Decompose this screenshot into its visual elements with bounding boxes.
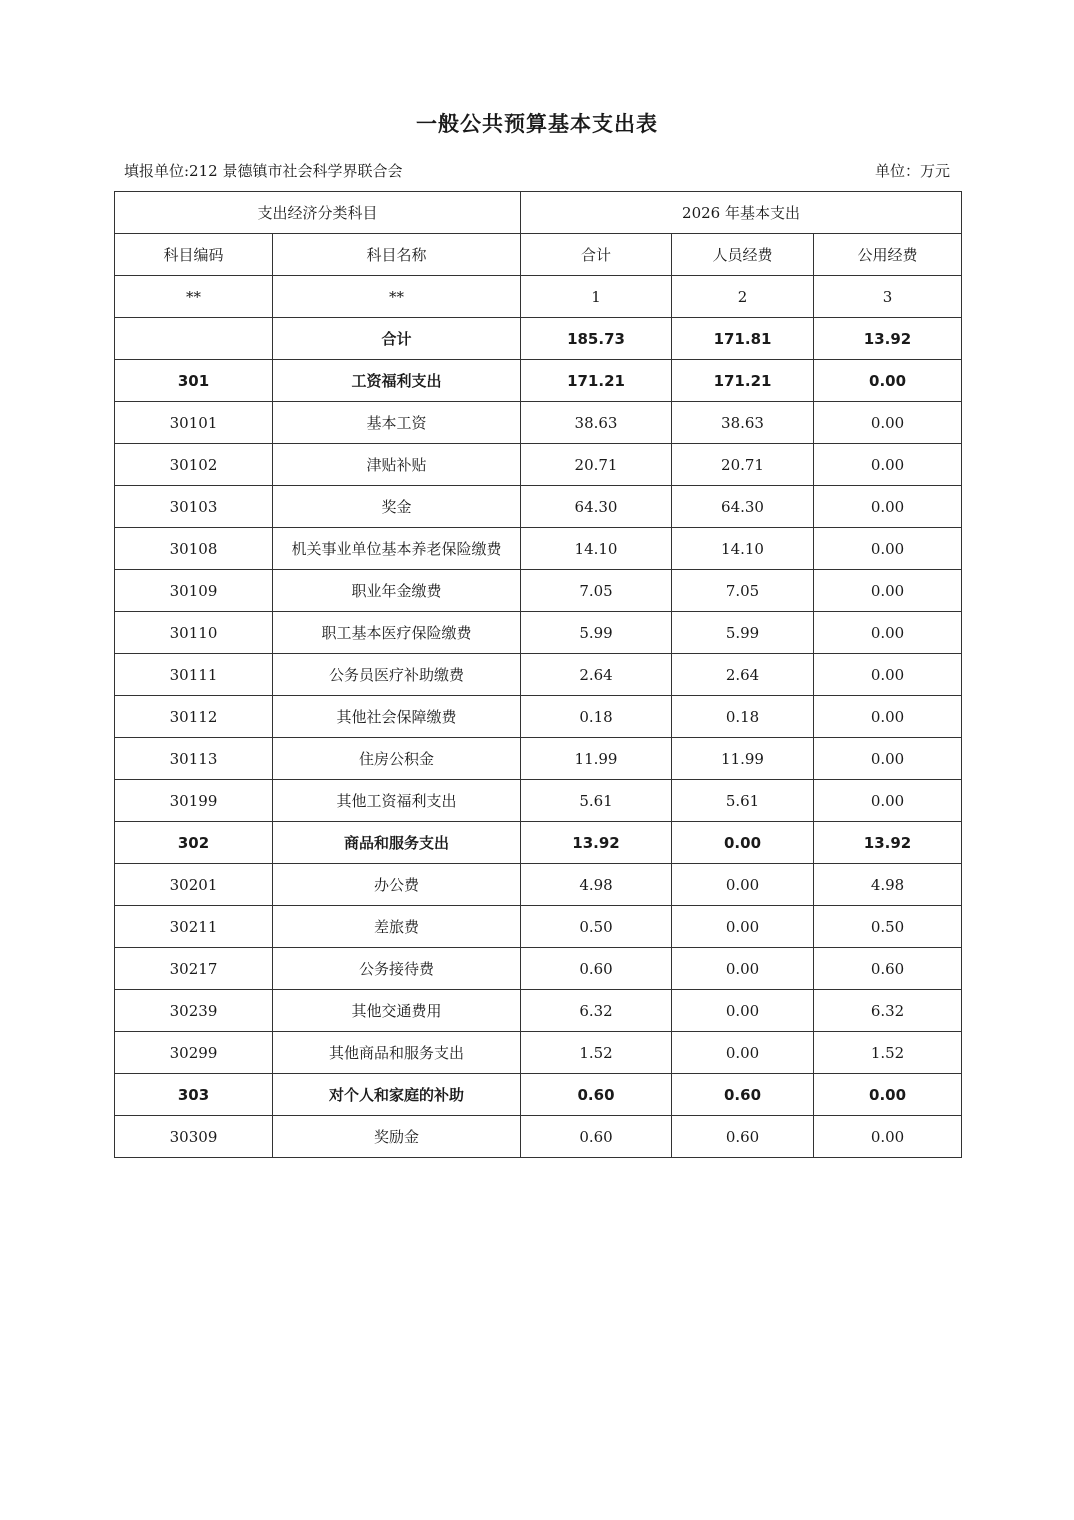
cell-name: 办公费 <box>273 864 521 906</box>
cell-total: 2.64 <box>521 654 672 696</box>
header-group-economic-class: 支出经济分类科目 <box>115 192 521 234</box>
cell-public: 13.92 <box>814 822 962 864</box>
cell-personnel: 2.64 <box>672 654 814 696</box>
cell-public: 0.00 <box>814 612 962 654</box>
reporting-unit: 填报单位:212 景德镇市社会科学界联合会 <box>124 162 403 180</box>
cell-total: 5.61 <box>521 780 672 822</box>
cell-total: 0.60 <box>521 1116 672 1158</box>
table-row <box>115 528 962 570</box>
cell-public: 0.00 <box>814 696 962 738</box>
table-row <box>115 906 962 948</box>
table-row <box>115 738 962 780</box>
cell-personnel: 0.00 <box>672 990 814 1032</box>
table-row <box>115 780 962 822</box>
cell-code: 303 <box>115 1074 273 1116</box>
cell-name: 职业年金缴费 <box>273 570 521 612</box>
cell-name: 商品和服务支出 <box>273 822 521 864</box>
cell-personnel: 0.00 <box>672 1032 814 1074</box>
table-row <box>115 1074 962 1116</box>
currency-unit: 单位：万元 <box>874 162 950 180</box>
cell-name: 公务接待费 <box>273 948 521 990</box>
cell-personnel: 5.99 <box>672 612 814 654</box>
cell-personnel: 64.30 <box>672 486 814 528</box>
page-title: 一般公共预算基本支出表 <box>416 112 658 136</box>
cell-total: 20.71 <box>521 444 672 486</box>
table-row <box>115 612 962 654</box>
table-row <box>115 444 962 486</box>
cell-code: 30108 <box>115 528 273 570</box>
cell-total: 0.60 <box>521 948 672 990</box>
cell-total: 13.92 <box>521 822 672 864</box>
index-cell: ** <box>115 276 273 318</box>
header-column-row <box>115 234 962 276</box>
table-row <box>115 486 962 528</box>
cell-public: 0.00 <box>814 654 962 696</box>
cell-public: 0.00 <box>814 1074 962 1116</box>
cell-total: 64.30 <box>521 486 672 528</box>
table-row <box>115 864 962 906</box>
header-index-row <box>115 276 962 318</box>
cell-public: 1.52 <box>814 1032 962 1074</box>
cell-name: 其他社会保障缴费 <box>273 696 521 738</box>
cell-personnel: 0.00 <box>672 948 814 990</box>
cell-code: 30309 <box>115 1116 273 1158</box>
cell-name: 基本工资 <box>273 402 521 444</box>
table-row <box>115 1032 962 1074</box>
cell-public: 6.32 <box>814 990 962 1032</box>
cell-total: 14.10 <box>521 528 672 570</box>
cell-total: 171.21 <box>521 360 672 402</box>
index-cell: ** <box>273 276 521 318</box>
table-row <box>115 402 962 444</box>
cell-total: 0.18 <box>521 696 672 738</box>
cell-personnel: 11.99 <box>672 738 814 780</box>
cell-public: 0.00 <box>814 528 962 570</box>
cell-public: 0.60 <box>814 948 962 990</box>
index-cell: 2 <box>672 276 814 318</box>
column-header-name: 科目名称 <box>273 234 521 276</box>
column-header-public: 公用经费 <box>814 234 962 276</box>
cell-total: 6.32 <box>521 990 672 1032</box>
cell-code: 301 <box>115 360 273 402</box>
cell-code: 30199 <box>115 780 273 822</box>
cell-public: 0.00 <box>814 1116 962 1158</box>
table-row <box>115 696 962 738</box>
table-row <box>115 990 962 1032</box>
cell-public: 0.00 <box>814 360 962 402</box>
cell-name: 奖金 <box>273 486 521 528</box>
cell-personnel: 7.05 <box>672 570 814 612</box>
cell-total: 1.52 <box>521 1032 672 1074</box>
cell-total: 0.50 <box>521 906 672 948</box>
cell-total: 38.63 <box>521 402 672 444</box>
cell-name: 其他商品和服务支出 <box>273 1032 521 1074</box>
cell-code: 302 <box>115 822 273 864</box>
table-row <box>115 654 962 696</box>
cell-personnel: 0.00 <box>672 864 814 906</box>
cell-public: 0.00 <box>814 738 962 780</box>
cell-total: 4.98 <box>521 864 672 906</box>
cell-public: 0.50 <box>814 906 962 948</box>
cell-code: 30103 <box>115 486 273 528</box>
column-header-total: 合计 <box>521 234 672 276</box>
cell-code: 30109 <box>115 570 273 612</box>
cell-name: 公务员医疗补助缴费 <box>273 654 521 696</box>
cell-total: 0.60 <box>521 1074 672 1116</box>
cell-personnel: 171.21 <box>672 360 814 402</box>
table-row <box>115 570 962 612</box>
cell-code: 30299 <box>115 1032 273 1074</box>
cell-name: 其他工资福利支出 <box>273 780 521 822</box>
column-header-code: 科目编码 <box>115 234 273 276</box>
cell-total: 5.99 <box>521 612 672 654</box>
table-row <box>115 360 962 402</box>
index-cell: 3 <box>814 276 962 318</box>
cell-name: 机关事业单位基本养老保险缴费 <box>273 528 521 570</box>
table-row <box>115 1116 962 1158</box>
cell-name: 差旅费 <box>273 906 521 948</box>
cell-name: 职工基本医疗保险缴费 <box>273 612 521 654</box>
cell-public: 0.00 <box>814 444 962 486</box>
cell-name: 奖励金 <box>273 1116 521 1158</box>
cell-public: 13.92 <box>814 318 962 360</box>
cell-code: 30211 <box>115 906 273 948</box>
header-group-basic-expenditure: 2026 年基本支出 <box>521 192 962 234</box>
cell-personnel: 0.60 <box>672 1074 814 1116</box>
cell-public: 0.00 <box>814 570 962 612</box>
cell-personnel: 20.71 <box>672 444 814 486</box>
cell-code: 30111 <box>115 654 273 696</box>
cell-personnel: 171.81 <box>672 318 814 360</box>
header-group-row <box>115 192 962 234</box>
cell-personnel: 0.00 <box>672 906 814 948</box>
cell-code: 30101 <box>115 402 273 444</box>
table-row <box>115 822 962 864</box>
cell-name: 工资福利支出 <box>273 360 521 402</box>
budget-table <box>114 191 962 1158</box>
cell-code <box>115 318 273 360</box>
cell-code: 30201 <box>115 864 273 906</box>
cell-public: 0.00 <box>814 486 962 528</box>
table-row <box>115 948 962 990</box>
cell-name: 住房公积金 <box>273 738 521 780</box>
cell-personnel: 38.63 <box>672 402 814 444</box>
cell-name: 对个人和家庭的补助 <box>273 1074 521 1116</box>
index-cell: 1 <box>521 276 672 318</box>
cell-code: 30102 <box>115 444 273 486</box>
cell-personnel: 14.10 <box>672 528 814 570</box>
cell-total: 185.73 <box>521 318 672 360</box>
cell-code: 30112 <box>115 696 273 738</box>
cell-code: 30217 <box>115 948 273 990</box>
cell-personnel: 0.60 <box>672 1116 814 1158</box>
table-row <box>115 318 962 360</box>
cell-code: 30110 <box>115 612 273 654</box>
cell-code: 30113 <box>115 738 273 780</box>
cell-name: 其他交通费用 <box>273 990 521 1032</box>
cell-personnel: 5.61 <box>672 780 814 822</box>
cell-name: 津贴补贴 <box>273 444 521 486</box>
cell-public: 4.98 <box>814 864 962 906</box>
column-header-personnel: 人员经费 <box>672 234 814 276</box>
cell-public: 0.00 <box>814 402 962 444</box>
cell-total: 11.99 <box>521 738 672 780</box>
cell-code: 30239 <box>115 990 273 1032</box>
cell-personnel: 0.00 <box>672 822 814 864</box>
cell-name: 合计 <box>273 318 521 360</box>
cell-total: 7.05 <box>521 570 672 612</box>
table-body <box>115 318 962 1158</box>
cell-public: 0.00 <box>814 780 962 822</box>
cell-personnel: 0.18 <box>672 696 814 738</box>
